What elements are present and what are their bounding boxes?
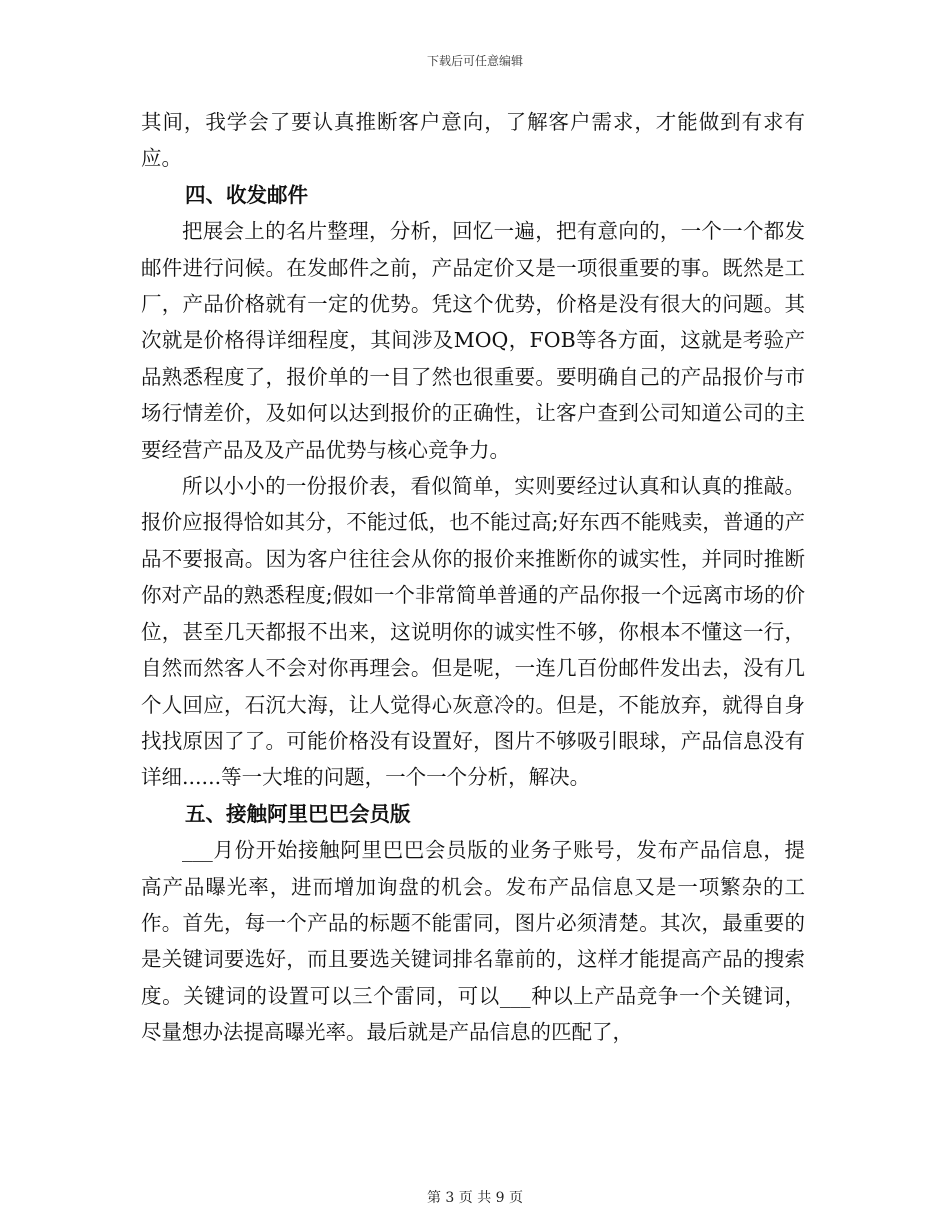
paragraph-alibaba: ___月份开始接触阿里巴巴会员版的业务子账号，发布产品信息，提高产品曝光率，进而增加询盘的机会。发布产品信息又是一项繁杂的工作。首先，每一个产品的标题不能雷同，图片必须清楚。其次，最重要的是关键词要选好，而且要选关键词排名靠前的，这样才能提高产品的搜索度。关键词的设置可以三个雷同，可以___种以上产品竞争一个关键词，尽量想办法提高曝光率。最后就是产品信息的匹配了， [141,838,805,1045]
paragraph-email-2: 所以小小的一份报价表，看似简单，实则要经过认真和认真的推敲。报价应报得恰如其分，不能过低，也不能过高;好东西不能贱卖，普通的产品不要报高。因为客户往往会从你的报价来推断你的诚实性，并同时推断你对产品的熟悉程度;假如一个非常简单普通的产品你报一个远离市场的价位，甚至几天都报不出来，这说明你的诚实性不够，你根本不懂这一行，自然而然客人不会对你再理会。但是呢，一连几百份邮件发出去，没有几个人回应，石沉大海，让人觉得心灰意冷的。但是，不能放弃，就得自身找找原因了了。可能价格没有设置好，图片不够吸引眼球，产品信息没有详细......等一大堆的问题，一个一个分析，解决。 [141,474,805,790]
section-heading-4: 四、收发邮件 [185,182,308,207]
section-heading-5: 五、接触阿里巴巴会员版 [185,801,411,826]
page-footer: 第 3 页 共 9 页 [426,1190,524,1206]
document-body [141,104,805,1051]
page-header: 下载后可任意编辑 [426,54,523,68]
paragraph-continuation: 其间，我学会了要认真推断客户意向，了解客户需求，才能做到有求有应。 [141,110,805,171]
paragraph-email-1: 把展会上的名片整理，分析，回忆一遍，把有意向的，一个一个都发邮件进行问候。在发邮件之前，产品定价又是一项很重要的事。既然是工厂，产品价格就有一定的优势。凭这个优势，价格是没有很大的问题。其次就是价格得详细程度，其间涉及MOQ，FOB等各方面，这就是考验产品熟悉程度了，报价单的一目了然也很重要。要明确自己的产品报价与市场行情差价，及如何以达到报价的正确性，让客户查到公司知道公司的主要经营产品及及产品优势与核心竞争力。 [141,219,805,462]
